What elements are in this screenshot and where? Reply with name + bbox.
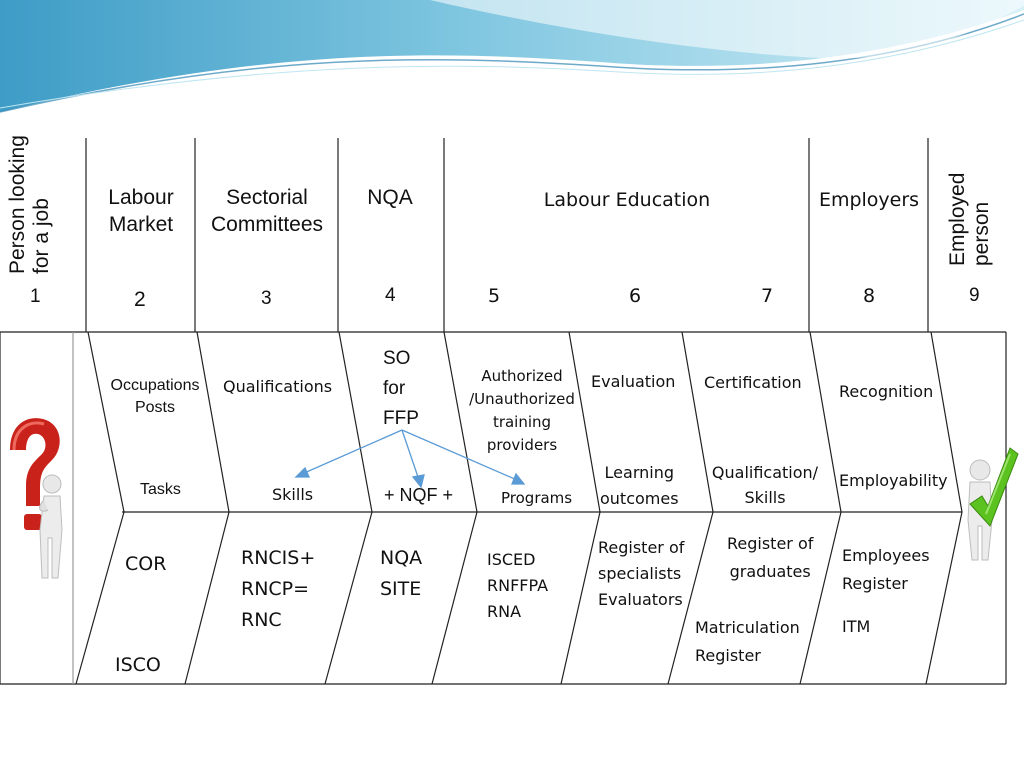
employability-label: Employability xyxy=(839,471,948,490)
header-employers: Employers xyxy=(818,189,920,211)
column-number: 3 xyxy=(261,288,272,309)
matriculation-register: Matriculation Register xyxy=(695,618,800,665)
register-of-specialists: Register of specialists Evaluators xyxy=(598,538,685,609)
tasks-label: Tasks xyxy=(140,481,181,498)
employees-register: Employees Register xyxy=(842,546,930,593)
column-number: 9 xyxy=(969,285,980,306)
nqf-label: + NQF + xyxy=(384,485,454,505)
column-number: 2 xyxy=(134,288,146,311)
checkmark-figure-icon xyxy=(948,440,1020,570)
column-number: 8 xyxy=(863,285,876,307)
question-figure-icon xyxy=(0,410,72,585)
skills-label: Skills xyxy=(272,485,314,504)
column-number: 6 xyxy=(629,285,642,307)
column-number: 1 xyxy=(30,286,41,307)
column-number: 5 xyxy=(488,285,501,307)
header-labour-market: Labour Market xyxy=(108,186,174,236)
so-for-ffp: SO for FFP xyxy=(383,348,419,429)
evaluation-label: Evaluation xyxy=(591,372,676,391)
column-number: 4 xyxy=(385,285,396,306)
rnc-formula: RNCIS+ RNCP= RNC xyxy=(241,547,316,631)
qualifications-label: Qualifications xyxy=(223,377,333,396)
register-of-graduates: Register of graduates xyxy=(727,534,814,581)
programs-label: Programs xyxy=(501,489,573,507)
qualification-skills: Qualification/ Skills xyxy=(711,463,819,507)
cor-label: COR xyxy=(125,553,167,575)
isced-registers: ISCED RNFFPA RNA xyxy=(487,550,549,621)
certification-label: Certification xyxy=(704,373,802,392)
column-number: 7 xyxy=(761,285,774,307)
nqa-site: NQA SITE xyxy=(380,547,423,600)
header-nqa: NQA xyxy=(367,186,413,209)
training-providers: Authorized /Unauthorized training providers xyxy=(469,367,575,454)
itm-label: ITM xyxy=(842,617,871,636)
occupations-posts: Occupations Posts xyxy=(110,377,200,416)
header-labour-education: Labour Education xyxy=(543,189,711,211)
header-employed-person: Employed person xyxy=(946,172,993,266)
learning-outcomes: Learning outcomes xyxy=(600,463,679,508)
header-sectorial-committees: Sectorial Committees xyxy=(210,186,324,236)
isco-label: ISCO xyxy=(115,654,161,676)
header-person-looking: Person looking for a job xyxy=(6,135,53,274)
recognition-label: Recognition xyxy=(839,382,934,401)
